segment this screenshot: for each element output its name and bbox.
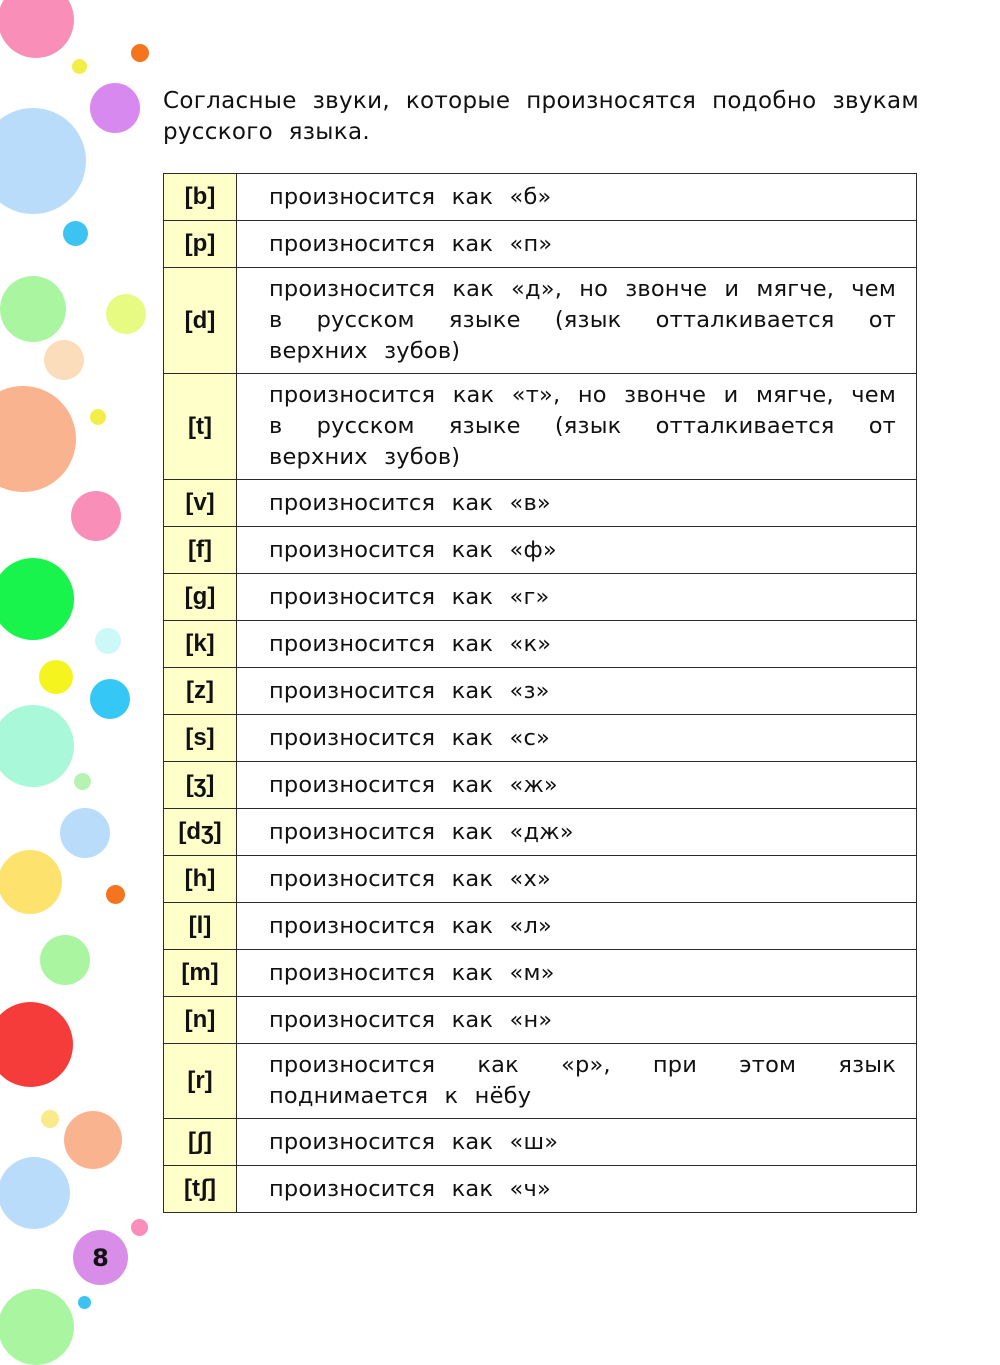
table-row (164, 621, 917, 668)
sound-description: произносится как «б» (237, 174, 917, 221)
table-row (164, 374, 917, 480)
sound-symbol: [p] (164, 221, 237, 268)
sound-description: произносится как «з» (237, 668, 917, 715)
sound-description: произносится как «п» (237, 221, 917, 268)
decor-dot (71, 491, 121, 541)
sound-symbol: [ʒ] (164, 762, 237, 809)
sound-description: произносится как «т», но звонче и мягче, чем в русском языке (язык отталкивается от верхних зубов) (237, 374, 917, 480)
sound-description: произносится как «д», но звонче и мягче, чем в русском языке (язык отталкивается от верхних зубов) (237, 268, 917, 374)
table-row (164, 527, 917, 574)
sound-description: произносится как «ч» (237, 1166, 917, 1213)
table-row (164, 762, 917, 809)
decor-dot (0, 108, 86, 214)
decor-dot (0, 850, 62, 914)
decor-dot (78, 1296, 91, 1309)
sound-description: произносится как «г» (237, 574, 917, 621)
sound-symbol: [tʃ] (164, 1166, 237, 1213)
table-row (164, 950, 917, 997)
sound-description: произносится как «дж» (237, 809, 917, 856)
sound-description: произносится как «х» (237, 856, 917, 903)
sound-symbol: [k] (164, 621, 237, 668)
decor-dot (60, 808, 110, 858)
decor-dot (41, 1110, 59, 1128)
sound-symbol: [v] (164, 480, 237, 527)
decor-dot (0, 558, 74, 640)
sound-symbol: [f] (164, 527, 237, 574)
sound-description: произносится как «к» (237, 621, 917, 668)
sound-symbol: [g] (164, 574, 237, 621)
sound-symbol: [ʃ] (164, 1119, 237, 1166)
decor-dot (0, 386, 76, 492)
decor-dot (0, 705, 74, 787)
intro-text: Согласные звуки, которые произносятся подобно звукам русского языка. (163, 88, 919, 145)
sound-symbol: [d] (164, 268, 237, 374)
table-row (164, 221, 917, 268)
decor-dot (0, 276, 66, 342)
decor-dot (131, 44, 149, 62)
table-row (164, 174, 917, 221)
decor-dot (0, 1157, 70, 1229)
table-row (164, 268, 917, 374)
decor-dot (63, 221, 88, 246)
sound-symbol: [h] (164, 856, 237, 903)
decor-dot (40, 935, 90, 985)
table-row (164, 1166, 917, 1213)
sound-symbol: [s] (164, 715, 237, 762)
decor-dot (0, 1289, 74, 1365)
table-row (164, 997, 917, 1044)
table-row (164, 480, 917, 527)
decor-dot (90, 409, 106, 425)
decor-dot (106, 885, 125, 904)
decor-dot (90, 83, 140, 133)
table-row (164, 1044, 917, 1119)
decor-dot (0, 1002, 73, 1087)
decor-dot (72, 59, 87, 74)
sound-symbol: [l] (164, 903, 237, 950)
sound-description: произносится как «ф» (237, 527, 917, 574)
sound-symbol: [b] (164, 174, 237, 221)
decor-dot (106, 294, 146, 334)
decor-dot (74, 773, 91, 790)
decor-dot (0, 0, 74, 58)
table-row (164, 856, 917, 903)
sound-symbol: [z] (164, 668, 237, 715)
sound-description: произносится как «с» (237, 715, 917, 762)
sound-symbol: [n] (164, 997, 237, 1044)
decor-dot (39, 660, 73, 694)
decor-dot (44, 340, 84, 380)
page-number (73, 1230, 128, 1285)
table-row (164, 809, 917, 856)
table-row (164, 574, 917, 621)
decor-dot (90, 679, 130, 719)
sound-description: произносится как «л» (237, 903, 917, 950)
sound-description: произносится как «н» (237, 997, 917, 1044)
sound-symbol: [dʒ] (164, 809, 237, 856)
table-row (164, 668, 917, 715)
consonant-table (163, 173, 917, 1213)
decor-dot (95, 628, 121, 654)
sound-description: произносится как «ш» (237, 1119, 917, 1166)
table-row (164, 903, 917, 950)
sound-description: произносится как «м» (237, 950, 917, 997)
decor-dot (131, 1219, 148, 1236)
decor-dot (64, 1111, 122, 1169)
sound-symbol: [t] (164, 374, 237, 480)
sound-symbol: [m] (164, 950, 237, 997)
page-number-label: 8 (92, 1243, 109, 1272)
sound-description: произносится как «ж» (237, 762, 917, 809)
sound-symbol: [r] (164, 1044, 237, 1119)
table-row (164, 1119, 917, 1166)
table-row (164, 715, 917, 762)
sound-description: произносится как «р», при этом язык поднимается к нёбу (237, 1044, 917, 1119)
sound-description: произносится как «в» (237, 480, 917, 527)
